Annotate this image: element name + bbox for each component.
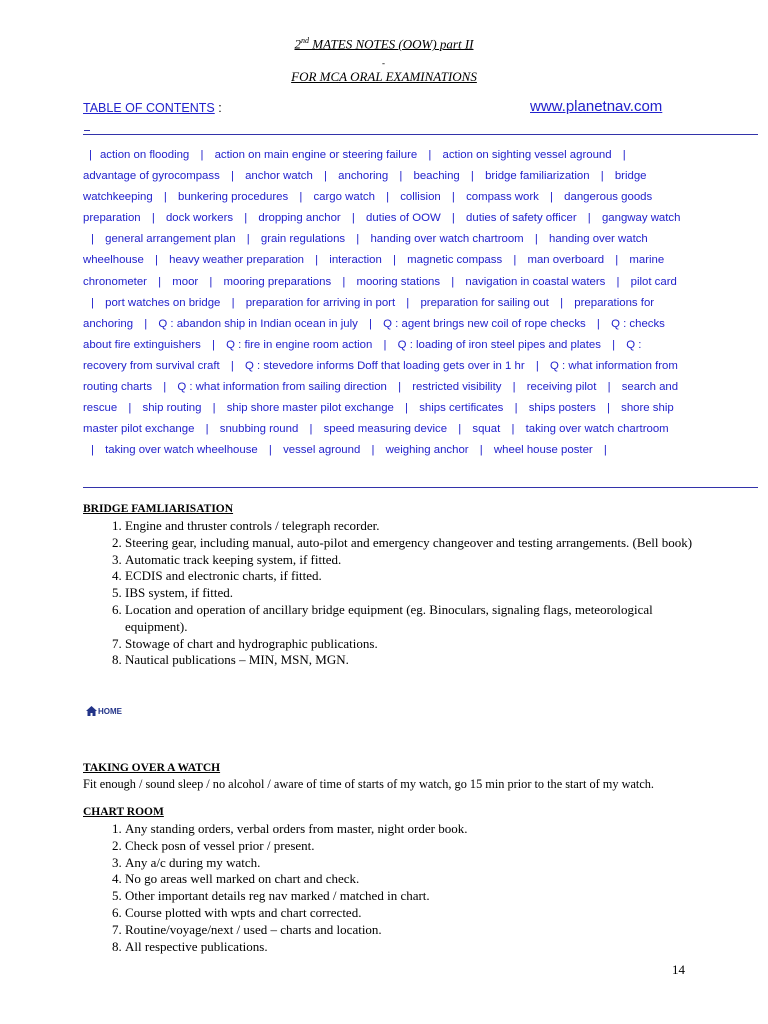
toc-separator: | — [606, 402, 610, 415]
toc-separator: | — [405, 402, 409, 415]
toc-link[interactable]: bunkering procedures — [177, 191, 289, 204]
list-item: 3. Any a/c during my watch. — [125, 855, 685, 872]
toc-separator: | — [212, 402, 216, 415]
toc-separator: | — [230, 170, 234, 183]
list-item: 6. Location and operation of ancillary bridge equipment (eg. Binoculars, signaling flags, meteorological equipment). — [125, 602, 695, 636]
toc-separator: | — [615, 254, 619, 267]
toc-link[interactable]: squat — [472, 423, 501, 436]
toc-link[interactable]: preparation for arriving in port — [245, 296, 396, 309]
toc-link[interactable]: dock workers — [165, 212, 234, 225]
toc-link[interactable]: Q : abandon ship in Indian ocean in july — [158, 317, 358, 330]
list-item: 4. ECDIS and electronic charts, if fitted. — [125, 568, 695, 585]
toc-separator: | — [211, 338, 215, 351]
toc-separator: | — [205, 423, 209, 436]
document-subtitle: FOR MCA ORAL EXAMINATIONS — [291, 69, 477, 84]
toc-separator: | — [369, 317, 372, 330]
toc-separator: | — [512, 381, 516, 394]
toc-link[interactable]: collision — [400, 191, 441, 204]
toc-separator: | — [151, 212, 155, 225]
toc-link[interactable]: Q : stevedore informs Doff that loading gets over in 1 hr — [245, 359, 525, 372]
toc-link[interactable]: duties of safety officer — [466, 212, 577, 225]
toc-label[interactable]: TABLE OF CONTENTS : — [83, 101, 222, 115]
toc-separator: | — [309, 423, 313, 436]
toc-link[interactable]: receiving pilot — [526, 381, 597, 394]
divider — [84, 130, 90, 131]
divider — [83, 134, 758, 135]
toc-separator: | — [514, 402, 518, 415]
home-icon — [86, 706, 97, 716]
toc-separator: | — [268, 444, 272, 457]
toc-link[interactable]: taking over watch wheelhouse — [105, 444, 258, 457]
toc-link[interactable]: mooring preparations — [223, 275, 332, 288]
document-title: 2nd MATES NOTES (OOW) part II — [294, 36, 474, 52]
toc-link[interactable]: Q : recovery from survival craft — [83, 338, 642, 372]
toc-separator: | — [451, 275, 455, 288]
toc-link[interactable]: weighing anchor — [385, 444, 469, 457]
toc-link[interactable]: preparation for sailing out — [420, 296, 549, 309]
website-link[interactable]: www.planetnav.com — [530, 98, 663, 115]
toc-link[interactable]: ship routing — [142, 402, 202, 415]
bridge-familiarisation-list — [83, 518, 695, 669]
toc-separator: | — [299, 191, 303, 204]
toc-separator: | — [398, 381, 402, 394]
toc-separator: | — [91, 444, 94, 457]
list-item: 2. Steering gear, including manual, auto-pilot and emergency changeover and testing arrangements. (Bell book) — [125, 535, 695, 552]
list-item: 4. No go areas well marked on chart and check. — [125, 871, 685, 888]
toc-link[interactable]: snubbing round — [219, 423, 299, 436]
toc-separator: | — [315, 254, 319, 267]
toc-link[interactable]: beaching — [413, 170, 460, 183]
toc-link[interactable]: Q : fire in engine room action — [226, 338, 373, 351]
toc-separator: | — [470, 170, 474, 183]
toc-link[interactable]: search and rescue — [83, 381, 679, 415]
toc-link[interactable]: anchor watch — [245, 170, 313, 183]
toc-separator: | — [244, 212, 248, 225]
chart-room-list — [83, 821, 685, 955]
toc-separator: | — [607, 381, 611, 394]
toc-link[interactable]: shore ship master pilot exchange — [83, 402, 674, 436]
toc-separator: | — [511, 423, 515, 436]
toc-separator: | — [451, 212, 455, 225]
toc-link[interactable]: vessel aground — [283, 444, 361, 457]
toc-separator: | — [371, 444, 375, 457]
toc-separator: | — [534, 233, 538, 246]
toc-separator: | — [200, 149, 204, 161]
toc-link[interactable]: restricted visibility — [412, 381, 502, 394]
toc-separator: | — [399, 170, 403, 183]
toc-link-list — [83, 145, 683, 461]
list-item: 5. IBS system, if fitted. — [125, 585, 695, 602]
toc-separator: | — [154, 254, 158, 267]
section-heading: BRIDGE FAMLIARISATION — [83, 503, 234, 515]
list-item: 8. Nautical publications – MIN, MSN, MGN. — [125, 652, 695, 669]
toc-separator: | — [560, 296, 564, 309]
toc-link[interactable]: dangerous goods preparation — [83, 191, 653, 225]
list-item: 7. Routine/voyage/next / used – charts and location. — [125, 922, 685, 939]
toc-link[interactable]: compass work — [466, 191, 539, 204]
toc-link[interactable]: Q : checks about fire extinguishers — [83, 317, 665, 351]
toc-link[interactable]: taking over watch chartroom — [525, 423, 669, 436]
list-item: 1. Engine and thruster controls / telegraph recorder. — [125, 518, 695, 535]
toc-link[interactable]: Q : agent brings new coil of rope checks — [383, 317, 586, 330]
toc-separator: | — [428, 149, 432, 161]
toc-link[interactable]: magnetic compass — [407, 254, 503, 267]
toc-separator: | — [550, 191, 553, 204]
toc-link[interactable]: action on sighting vessel aground — [442, 149, 612, 161]
toc-link[interactable]: pilot card — [630, 275, 677, 288]
toc-separator: | — [535, 359, 539, 372]
list-item: 1. Any standing orders, verbal orders from master, night order book. — [125, 821, 685, 838]
toc-link[interactable]: bridge watchkeeping — [83, 170, 647, 204]
toc-link[interactable]: wheel house poster — [493, 444, 593, 457]
toc-link[interactable]: speed measuring device — [323, 423, 448, 436]
toc-separator: | — [351, 212, 355, 225]
toc-separator: | — [458, 423, 462, 436]
toc-link[interactable]: mooring stations — [356, 275, 441, 288]
toc-link[interactable]: action on main engine or steering failure — [214, 149, 418, 161]
toc-separator: | — [342, 275, 346, 288]
toc-link[interactable]: ship shore master pilot exchange — [226, 402, 394, 415]
toc-separator: | — [513, 254, 517, 267]
list-item: 5. Other important details reg nav marked / matched in chart. — [125, 888, 685, 905]
toc-separator: | — [612, 338, 616, 351]
toc-link[interactable]: grain regulations — [260, 233, 346, 246]
toc-link[interactable]: handing over watch wheelhouse — [83, 233, 648, 267]
toc-separator: | — [479, 444, 483, 457]
toc-link[interactable]: Q : what information from sailing direction — [177, 381, 387, 394]
toc-link[interactable]: ships posters — [528, 402, 596, 415]
toc-link[interactable]: action on flooding — [99, 149, 190, 161]
toc-link[interactable]: marine chronometer — [83, 254, 665, 288]
home-label: HOME — [98, 706, 122, 716]
toc-separator: | — [324, 170, 327, 183]
toc-link[interactable]: ships certificates — [419, 402, 504, 415]
toc-link[interactable]: moor — [172, 275, 199, 288]
list-item: 7. Stowage of chart and hydrographic publications. — [125, 636, 695, 653]
toc-link[interactable]: Q : what information from routing charts — [83, 359, 678, 394]
toc-link[interactable]: gangway watch — [601, 212, 681, 225]
toc-separator: | — [383, 338, 387, 351]
toc-separator: | — [230, 359, 234, 372]
toc-separator: | — [596, 317, 600, 330]
toc-separator: | — [246, 233, 250, 246]
title-dash: - — [382, 58, 385, 68]
home-link[interactable] — [86, 706, 122, 716]
toc-link[interactable]: preparations for anchoring — [83, 296, 655, 330]
toc-separator: | — [600, 170, 604, 183]
toc-link[interactable]: cargo watch — [313, 191, 375, 204]
toc-link[interactable]: duties of OOW — [366, 212, 441, 225]
toc-link[interactable]: general arrangement plan — [105, 233, 236, 246]
toc-separator: | — [622, 149, 626, 161]
subsection-heading: CHART ROOM — [83, 806, 164, 818]
toc-link[interactable]: handing over watch chartroom — [370, 233, 524, 246]
list-item: 8. All respective publications. — [125, 939, 685, 956]
toc-link[interactable]: interaction — [329, 254, 382, 267]
list-item: 3. Automatic track keeping system, if fitted. — [125, 552, 695, 569]
toc-separator: | — [91, 296, 94, 309]
section-intro: Fit enough / sound sleep / no alcohol / aware of time of starts of my watch, go 15 min prior to the start of my watch. — [83, 777, 655, 791]
toc-separator: | — [616, 275, 620, 288]
toc-separator: | — [163, 381, 167, 394]
toc-separator: | — [356, 233, 360, 246]
toc-link[interactable]: anchoring — [338, 170, 389, 183]
toc-link[interactable]: bridge familiarization — [485, 170, 590, 183]
toc-separator: | — [231, 296, 235, 309]
toc-link[interactable]: navigation in coastal waters — [465, 275, 606, 288]
toc-separator: | — [128, 402, 132, 415]
divider — [83, 487, 758, 488]
toc-separator: | — [209, 275, 213, 288]
list-item: 6. Course plotted with wpts and chart corrected. — [125, 905, 685, 922]
toc-separator: | — [91, 233, 94, 246]
toc-separator: | — [386, 191, 390, 204]
toc-link[interactable]: man overboard — [527, 254, 605, 267]
list-item: 2. Check posn of vessel prior / present. — [125, 838, 685, 855]
toc-link[interactable]: dropping anchor — [258, 212, 341, 225]
toc-link[interactable]: heavy weather preparation — [169, 254, 304, 267]
page-number: 14 — [672, 962, 685, 977]
toc-separator: | — [587, 212, 591, 225]
toc-separator: | — [451, 191, 455, 204]
toc-separator: | — [89, 149, 92, 161]
toc-link[interactable]: Q : loading of iron steel pipes and plates — [397, 338, 601, 351]
section-heading: TAKING OVER A WATCH — [83, 762, 221, 774]
toc-separator: | — [406, 296, 410, 309]
toc-separator: | — [603, 444, 607, 457]
toc-separator: | — [163, 191, 167, 204]
toc-link[interactable]: port watches on bridge — [105, 296, 221, 309]
toc-separator: | — [393, 254, 396, 267]
toc-separator: | — [144, 317, 148, 330]
toc-separator: | — [158, 275, 162, 288]
toc-link[interactable]: advantage of gyrocompass — [83, 170, 220, 183]
